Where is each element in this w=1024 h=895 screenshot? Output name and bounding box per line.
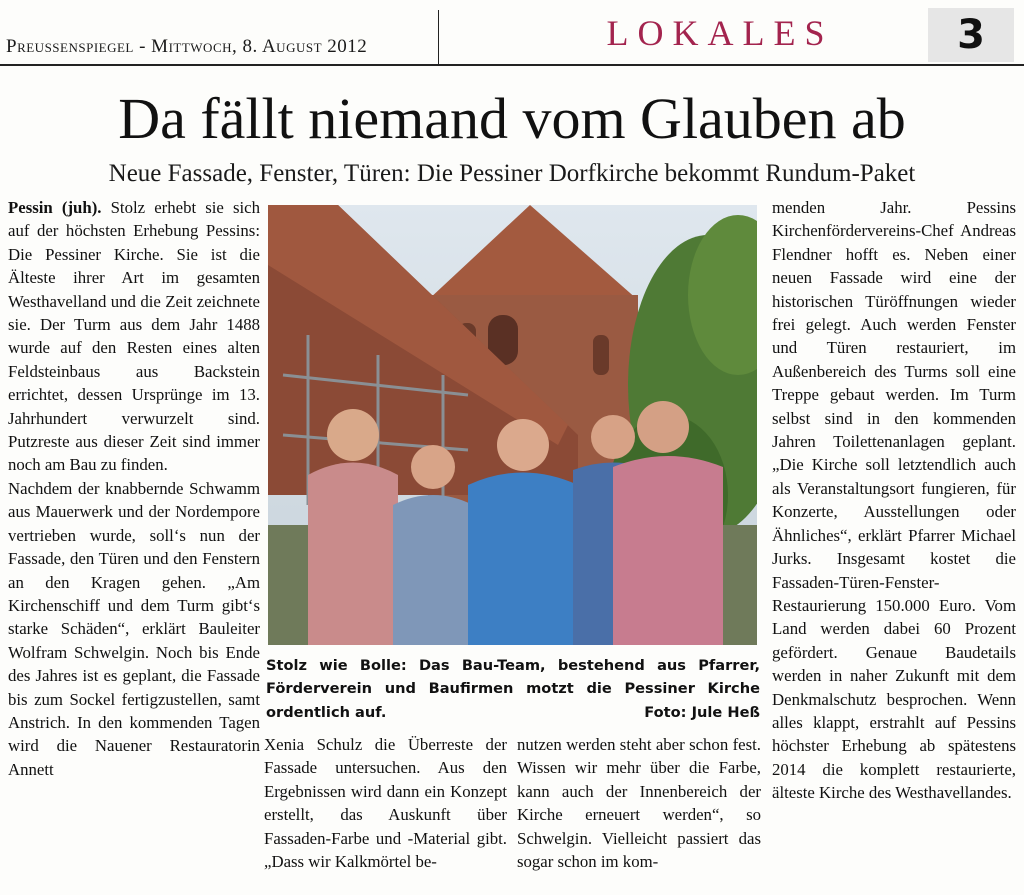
- team-photo: [268, 205, 757, 645]
- dateline: Pessin (juh).: [8, 198, 102, 217]
- section-title: LOKALES: [606, 13, 834, 53]
- photo-credit: Foto: Jule Heß: [644, 703, 760, 721]
- team-photo-illustration: [268, 205, 757, 645]
- headline: Da fällt niemand vom Glauben ab: [118, 86, 906, 151]
- masthead-divider: [438, 10, 439, 64]
- subheadline: Neue Fassade, Fenster, Türen: Die Pessiner Dorfkirche bekommt Rundum-Paket: [108, 160, 916, 187]
- masthead: [0, 4, 1024, 66]
- paragraph-1-text: Stolz erhebt sie sich auf der höchsten Erhebung Pessins: Die Pessiner Kirche. Sie ist die Älteste ihrer Art im gesamten Westhavelland und die Zeit zeichnete sie. Der Turm aus dem Jahr 1488 wurde auf den Resten eines alten Feldsteinbaus aus Backstein errichtet, dessen Ursprünge im 13. Jahrhundert verwurzelt sind. Putzreste aus dieser Zeit sind immer noch am Bau zu finden.: [8, 198, 260, 475]
- paragraph-2: Nachdem der knabbernde Schwamm aus Mauerwerk und der Nordempore vertrieben wurde, soll‘s nun der Fassade, den Türen und den Fenstern an den Kragen gehen. „Am Kirchenschiff und dem Turm gibt‘s starke Schäden“, erklärt Bauleiter Wolfram Schwelgin. Noch bis Ende des Jahres ist es geplant, die Fassade bis zum Sockel fertigzustellen, samt Anstrich. In den kommenden Tagen wird die Nauener Restauratorin Annett: [8, 478, 260, 779]
- paragraph-1: [8, 196, 260, 477]
- issue-line: Preussenspiegel - Mittwoch, 8. August 2012: [6, 36, 368, 57]
- article-column-2: Xenia Schulz die Überreste der Fassade untersuchen. Aus den Ergebnissen wird dann ein Konzept erstellt, das Auskunft über Fassaden-Farbe und -Material gibt. „Dass wir Kalkmörtel be-: [264, 735, 507, 872]
- page-number: 3: [928, 8, 1014, 62]
- article-column-4: menden Jahr. Pessins Kirchenfördervereins-Chef Andreas Flendner hofft es. Neben einer neuen Fassade wird eine der historischen Türöffnungen wieder frei gelegt. Auch werden Fenster und Türen restauriert, im Außenbereich des Turms soll eine Treppe gebaut werden. Im Turm selbst sind in den kommenden Jahren Toilettenanlagen geplant. „Die Kirche soll letztendlich auch als Veranstaltungsort fungieren, für Konzerte, Ausstellungen oder Ähnliches“, erklärt Pfarrer Michael Jurks. Insgesamt kostet die Fassaden-Türen-Fenster-Restaurierung 150.000 Euro. Vom Land werden dabei 60 Prozent gefördert. Genaue Baudetails werden in naher Zukunft mit dem Denkmalschutz besprochen. Wenn alles klappt, erstrahlt auf Pessins höchster Erhebung ab spätestens 2014 die komplett restaurierte, älteste Kirche des Westhavellandes.: [772, 198, 1016, 803]
- photo-caption: [266, 654, 760, 724]
- caption-text: Stolz wie Bolle: Das Bau-Team, bestehend aus Pfarrer, Förderverein und Baufirmen motzt die Pessiner Kirche ordentlich auf.: [266, 657, 760, 721]
- article-column-3: nutzen werden steht aber schon fest. Wissen wir mehr über die Farbe, kann auch der Innenbereich der Kirche erneuert werden“, so Schwelgin. Vielleicht passiert das sogar schon im kom-: [517, 735, 761, 872]
- article-column-1: [8, 196, 260, 781]
